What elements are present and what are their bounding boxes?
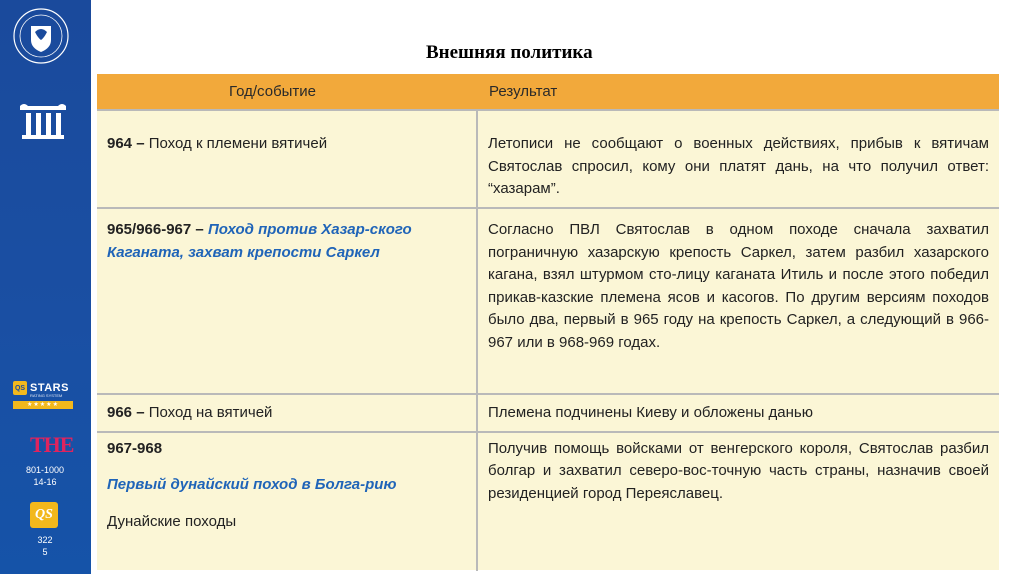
qs-rank-line-1: 322 bbox=[37, 535, 53, 545]
stars-word: STARS bbox=[30, 382, 69, 394]
event-dash: – bbox=[191, 221, 208, 238]
the-rank-line-2: 14-16 bbox=[33, 477, 57, 487]
result-cell: Получив помощь войсками от венгерского короля, Святослав разбил болгар и захватил северо-вос-точную часть страны, назначив своей резиденцией город Переяславец. bbox=[477, 432, 999, 571]
event-dash: – bbox=[132, 404, 149, 421]
event-name-highlight: Поход против Хазар-ского Каганата, захват крепости Саркел bbox=[107, 221, 412, 261]
event-cell bbox=[97, 394, 477, 432]
qs-stars-mark: QS bbox=[13, 381, 27, 395]
event-name: Поход на вятичей bbox=[148, 404, 273, 421]
column-header-result: Результат bbox=[477, 74, 999, 110]
qs-ranking-value bbox=[20, 534, 70, 558]
event-name: Поход к племени вятичей bbox=[148, 135, 328, 152]
event-year: 966 bbox=[107, 404, 133, 421]
stars-rating: ★★★★★ bbox=[13, 401, 73, 409]
result-cell: Летописи не сообщают о военных действиях, прибыв к вятичам Святослав спросил, кому они платят дань, на что получил ответ: “хазарам”. bbox=[477, 110, 999, 208]
stars-subtitle: RATING SYSTEM bbox=[30, 393, 63, 398]
event-year: 967-968 bbox=[107, 439, 163, 457]
the-ranking-value bbox=[20, 464, 70, 488]
qs-ranking-logo: QS bbox=[30, 502, 58, 528]
event-dash: – bbox=[132, 135, 149, 152]
table-header-row bbox=[97, 74, 999, 110]
table-row bbox=[97, 208, 999, 394]
event-name-highlight: Первый дунайский поход в Болга-рию bbox=[107, 476, 397, 493]
event-extra: Дунайские походы bbox=[107, 512, 237, 530]
event-cell bbox=[97, 110, 477, 208]
qs-stars-badge bbox=[13, 381, 75, 413]
page-title: Внешняя политика bbox=[426, 42, 593, 63]
events-table bbox=[97, 74, 999, 570]
column-header-year-event: Год/событие bbox=[97, 74, 477, 110]
table-row bbox=[97, 394, 999, 432]
sidebar bbox=[0, 0, 91, 574]
result-cell: Племена подчинены Киеву и обложены данью bbox=[477, 394, 999, 432]
result-cell: Согласно ПВЛ Святослав в одном походе сначала захватил пограничную хазарскую крепость Саркел, затем разбил хазарского кагана, взял штурмом сто-лицу каганата Итиль и после этого победил прикав-казские племена ясов и касогов. По другим версиям походов было два, первый в 965 году на крепость Саркел, а следующий в 966-967 или в 968-969 годах. bbox=[477, 208, 999, 394]
column-logo-icon bbox=[18, 100, 68, 140]
the-rank-line-1: 801-1000 bbox=[25, 465, 65, 475]
table-row bbox=[97, 432, 999, 571]
university-crest-icon bbox=[11, 6, 71, 66]
the-ranking-logo: THE bbox=[30, 432, 74, 457]
event-year: 965/966-967 bbox=[107, 221, 192, 238]
table-row bbox=[97, 110, 999, 208]
event-cell bbox=[97, 208, 477, 394]
event-year: 964 bbox=[107, 135, 133, 152]
qs-rank-line-2: 5 bbox=[42, 547, 48, 557]
event-cell bbox=[97, 432, 477, 571]
